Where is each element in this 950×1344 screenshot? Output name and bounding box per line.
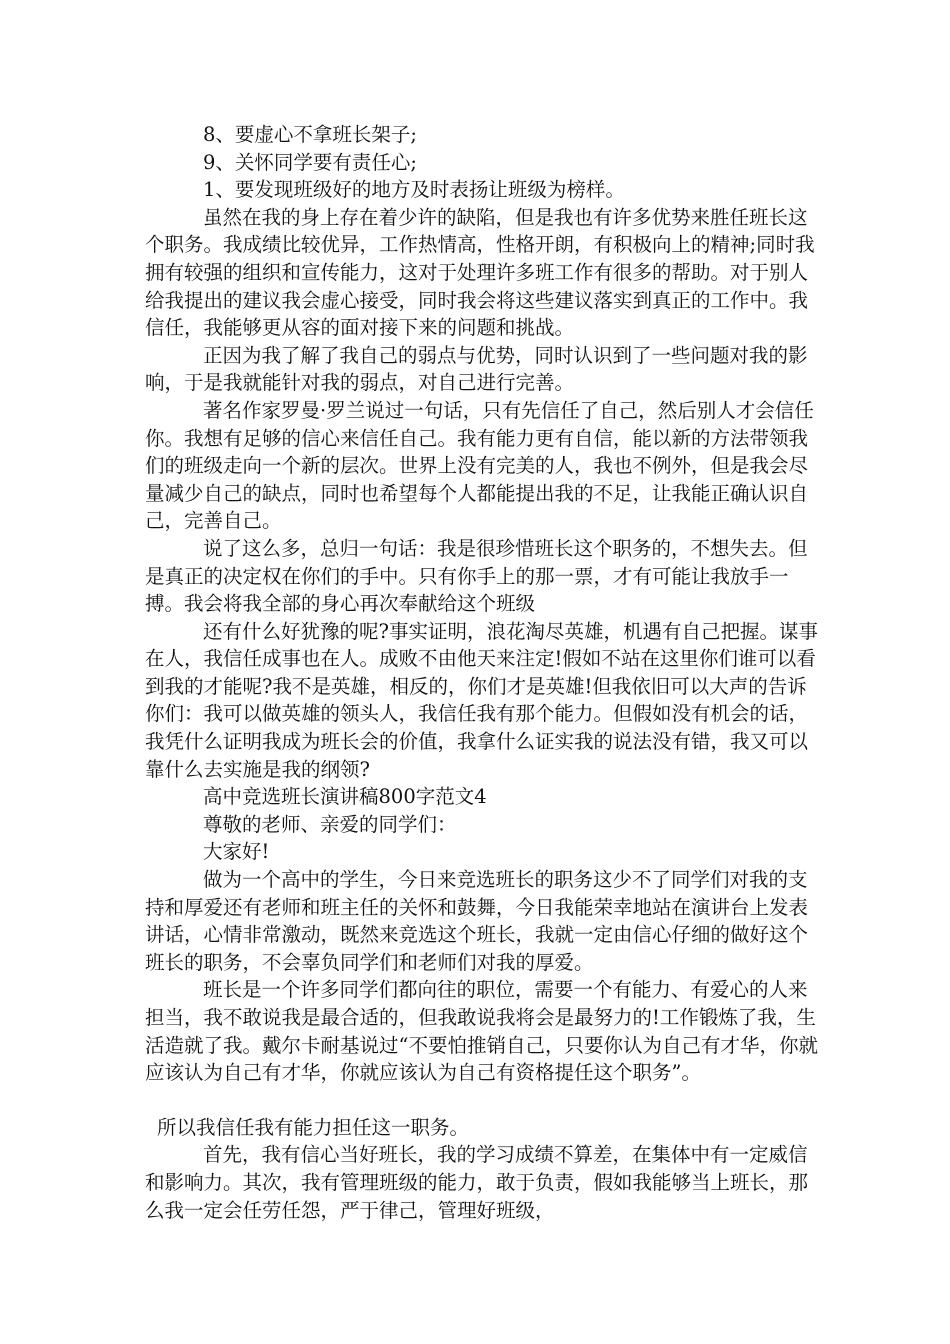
paragraph-conclusion: 所以我信任我有能力担任这一职务。: [157, 1115, 470, 1139]
paragraph-summary: 说了这么多，总归一句话：我是很珍惜班长这个职务的，不想失去。但是真正的决定权在你们的手中。只有你手上的那一票，才有可能让我放手一搏。我会将我全部的身心再次奉献给这个班级: [145, 536, 808, 616]
paragraph-first-reason: 首先，我有信心当好班长，我的学习成绩不算差，在集体中有一定威信和影响力。其次，我有管理班级的能力，敢于负责，假如我能够当上班长，那么我一定会任劳任怨，严于律己，管理好班级，: [145, 1143, 809, 1222]
greeting: 大家好!: [203, 840, 270, 864]
list-item-8: 8、要虚心不拿班长架子;: [203, 123, 417, 146]
salutation: 尊敬的老师、亲爱的同学们：: [203, 812, 457, 836]
paragraph-introduction: 做为一个高中的学生，今日来竞选班长的职务这少不了同学们对我的支持和厚爱还有老师和班主任的关怀和鼓舞，今日我能荣幸地站在演讲台上发表讲话，心情非常激动，既然来竞选这个班长，我就一定由信心仔细的做好这个班长的职务，不会辜负同学们和老师们对我的厚爱。: [145, 868, 809, 974]
list-item-1: 1、要发现班级好的地方及时表扬让班级为榜样。: [203, 178, 625, 202]
list-item-9: 9、关怀同学要有责任心;: [203, 150, 417, 174]
paragraph-position: 班长是一个许多同学们都向往的职位，需要一个有能力、有爱心的人来担当，我不敢说我是最合适的，但我敢说我将会是最努力的!工作锻炼了我，生活造就了我。戴尔卡耐基说过“不要怕推销自己，只要你认为自己有才华，你就应该认为自己有才华，你就应该认为自己有资格提任这个职务”。: [145, 978, 818, 1085]
section-heading: 高中竞选班长演讲稿800字范文4: [203, 785, 487, 809]
paragraph-self-improvement: 正因为我了解了我自己的弱点与优势，同时认识到了一些问题对我的影响，于是我就能针对我的弱点，对自己进行完善。: [145, 343, 808, 395]
paragraph-romain-rolland-quote: 著名作家罗曼·罗兰说过一句话，只有先信任了自己，然后别人才会信任你。我想有足够的信心来信任自己。我有能力更有自信，能以新的方法带领我们的班级走向一个新的层次。世界上没有完美的人，我也不例外，但是我会尽量减少自己的缺点，同时也希望每个人都能提出我的不足，让我能正确认识自己，完善自己。: [145, 398, 814, 533]
paragraph-hesitation: 还有什么好犹豫的呢?事实证明，浪花淘尽英雄，机遇有自己把握。谋事在人，我信任成事也在人。成败不由他天来注定!假如不站在这里你们谁可以看到我的才能呢?我不是英雄，相反的，你们才是英雄!但我依旧可以大声的告诉你们：我可以做英雄的领头人，我信任我有那个能力。但假如没有机会的话，我凭什么证明我成为班长会的价值，我拿什么证实我的说法没有错，我又可以靠什么去实施是我的纲领?: [145, 619, 818, 781]
paragraph-strengths: 虽然在我的身上存在着少许的缺陷，但是我也有许多优势来胜任班长这个职务。我成绩比较优异，工作热情高，性格开朗，有积极向上的精神;同时我拥有较强的组织和宣传能力，这对于处理许多班工作有很多的帮助。对于别人给我提出的建议我会虚心接受，同时我会将这些建议落实到真正的工作中。我信任，我能够更从容的面对接下来的问题和挑战。: [145, 205, 815, 340]
paragraph-gap: [145, 1087, 820, 1114]
document-body: [145, 121, 820, 1224]
